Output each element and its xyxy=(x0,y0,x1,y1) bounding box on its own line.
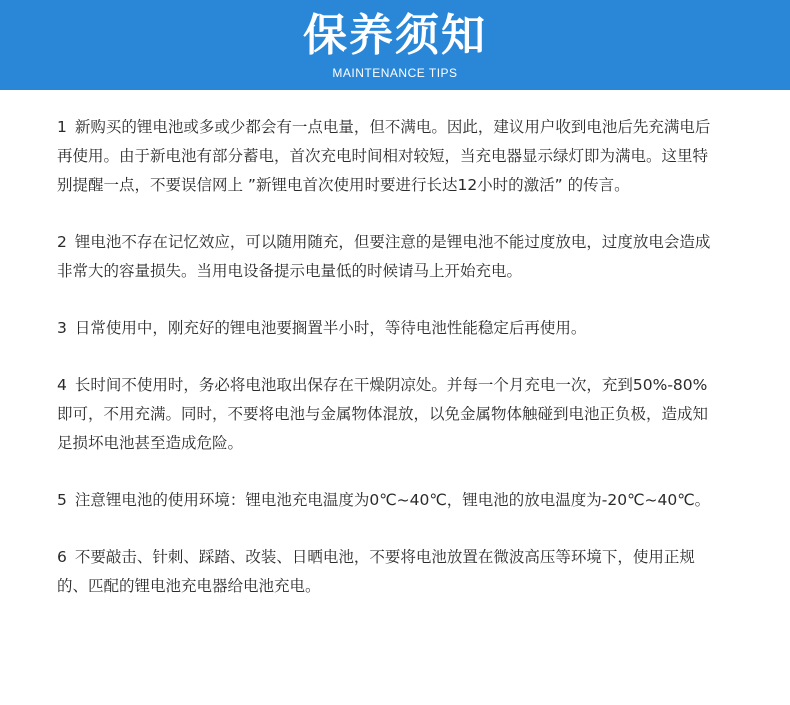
tip-number: 6 xyxy=(57,548,67,566)
tip-text: 日常使用中，刚充好的锂电池要搁置半小时，等待电池性能稳定后再使用。 xyxy=(74,319,587,337)
tip-item-2 xyxy=(57,228,717,286)
tip-item-1 xyxy=(57,113,717,200)
tip-number: 5 xyxy=(57,491,67,509)
tip-text: 不要敲击、针刺、踩踏、改装、日晒电池，不要将电池放置在微波高压等环境下，使用正规的、匹配的锂电池充电器给电池充电。 xyxy=(57,548,695,595)
page-subtitle: MAINTENANCE TIPS xyxy=(332,66,458,80)
tip-number: 2 xyxy=(57,233,67,251)
tip-item-4 xyxy=(57,371,717,458)
tip-text: 长时间不使用时，务必将电池取出保存在干燥阴凉处。并每一个月充电一次，充到50%-80%即可，不用充满。同时，不要将电池与金属物体混放，以免金属物体触碰到电池正负极，造成知足损坏电池甚至造成危险。 xyxy=(57,376,709,452)
tip-number: 3 xyxy=(57,319,67,337)
tip-number: 1 xyxy=(57,118,67,136)
tip-text: 锂电池不存在记忆效应，可以随用随充，但要注意的是锂电池不能过度放电，过度放电会造成非常大的容量损失。当用电设备提示电量低的时候请马上开始充电。 xyxy=(57,233,711,280)
tip-item-6 xyxy=(57,543,717,601)
tip-text: 注意锂电池的使用环境：锂电池充电温度为0℃~40℃，锂电池的放电温度为-20℃~40℃。 xyxy=(74,491,711,509)
tip-item-5 xyxy=(57,486,717,515)
tip-item-3 xyxy=(57,314,717,343)
tips-list xyxy=(57,113,717,629)
tip-text: 新购买的锂电池或多或少都会有一点电量，但不满电。因此，建议用户收到电池后先充满电后再使用。由于新电池有部分蓄电，首次充电时间相对较短，当充电器显示绿灯即为满电。这里特别提醒一点，不要误信网上 ”新锂电首次使用时要进行长达12小时的激活” 的传言。 xyxy=(57,118,711,194)
header-banner xyxy=(0,0,790,90)
tip-number: 4 xyxy=(57,376,67,394)
page-title: 保养须知 xyxy=(303,10,487,61)
